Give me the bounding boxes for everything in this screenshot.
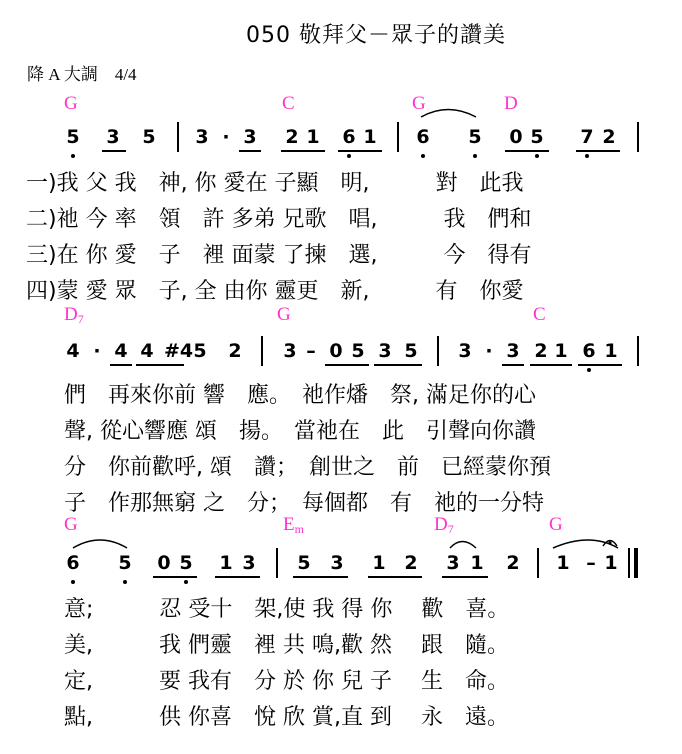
note: 6 <box>66 552 80 574</box>
lower-octave-dot <box>421 154 425 158</box>
note: 1 <box>306 126 320 148</box>
note: · <box>222 126 230 148</box>
note: 1 <box>554 340 568 362</box>
eighth-beam <box>374 364 422 366</box>
note: 2 <box>404 552 418 574</box>
lyric-line: 美, 我 們靈 裡 共 鳴,歡 然 跟 隨。 <box>64 633 509 658</box>
lower-octave-dot <box>347 154 351 158</box>
note: 0 <box>329 340 343 362</box>
note: 1 <box>372 552 386 574</box>
chord: $D_7$ <box>64 304 84 326</box>
note: 3 <box>330 552 344 574</box>
eighth-beam <box>578 364 622 366</box>
note: 2 <box>602 126 616 148</box>
lower-octave-dot <box>71 154 75 158</box>
eighth-beam <box>281 150 325 152</box>
eighth-beam <box>576 150 620 152</box>
bar-line <box>437 336 439 366</box>
note: 7 <box>580 126 594 148</box>
chord: G <box>64 93 78 114</box>
note: 6 <box>582 340 596 362</box>
note: 6 <box>416 126 430 148</box>
lower-octave-dot <box>585 154 589 158</box>
lyric-line: 三)在 你 愛 子 裡 面蒙 了揀 選, 今 得有 <box>26 243 532 268</box>
note: 5 <box>468 126 482 148</box>
slur <box>450 542 476 549</box>
lyric-line: 意; 忍 受十 架,使 我 得 你 歡 喜。 <box>64 597 510 622</box>
bar-line <box>276 548 278 578</box>
lyric-line: 定, 要 我有 分 於 你 兒 子 生 命。 <box>64 669 509 694</box>
lyric-line: 一)我 父 我 神, 你 愛在 子顯 明, 對 此我 <box>26 171 524 196</box>
eighth-beam <box>239 150 261 152</box>
eighth-beam <box>368 576 422 578</box>
eighth-beam <box>338 150 382 152</box>
eighth-beam <box>505 150 549 152</box>
note: 5 <box>404 340 418 362</box>
lower-octave-dot <box>535 154 539 158</box>
lyric-line: 四)蒙 愛 眾 子, 全 由你 靈更 新, 有 你愛 <box>26 279 524 304</box>
note: 5 <box>351 340 365 362</box>
lower-octave-dot <box>473 154 477 158</box>
lyric-line: 們 再來你前 響 應。 祂作燔 祭, 滿足你的心 <box>64 383 536 408</box>
lyric-line: 分 你前歡呼, 頌 讚； 創世之 前 已經蒙你預 <box>64 455 551 480</box>
chord: G <box>412 93 426 114</box>
fermata-dot <box>608 541 611 544</box>
lower-octave-dot <box>587 368 591 372</box>
eighth-beam <box>530 364 572 366</box>
chord: C <box>533 304 546 325</box>
lyric-line: 聲, 從心響應 頌 揚。 當祂在 此 引聲向你讚 <box>64 419 536 444</box>
chord-subscript: 7 <box>447 522 454 536</box>
note: 5 <box>179 552 193 574</box>
note: 0 <box>157 552 171 574</box>
note: 3 <box>242 552 256 574</box>
note: 3 <box>283 340 297 362</box>
note: 4 <box>66 340 80 362</box>
lyric-line: 子 作那無窮 之 分； 每個都 有 祂的一分特 <box>64 491 544 516</box>
note: 5 <box>193 340 207 362</box>
note: 5 <box>142 126 156 148</box>
hymn-title: 050 敬拜父－眾子的讚美 <box>246 23 506 48</box>
note: · <box>485 340 493 362</box>
lower-octave-dot <box>71 580 75 584</box>
note: 3 <box>106 126 120 148</box>
note: 4 <box>114 340 128 362</box>
note: 3 <box>195 126 209 148</box>
note: 5 <box>297 552 311 574</box>
note: 1 <box>219 552 233 574</box>
eighth-beam <box>502 364 524 366</box>
eighth-beam <box>442 576 488 578</box>
eighth-beam <box>102 150 126 152</box>
eighth-beam <box>215 576 260 578</box>
eighth-beam <box>293 576 348 578</box>
chord-subscript: 7 <box>77 312 84 326</box>
bar-line <box>637 336 639 366</box>
note: 3 <box>243 126 257 148</box>
note: 6 <box>342 126 356 148</box>
lower-octave-dot <box>123 580 127 584</box>
eighth-beam <box>110 364 132 366</box>
chord: G <box>549 514 563 535</box>
chord: G <box>277 304 291 325</box>
note: 2 <box>285 126 299 148</box>
note: 3 <box>458 340 472 362</box>
chord-subscript: m <box>294 522 304 536</box>
note: 5 <box>530 126 544 148</box>
bar-line <box>537 548 539 578</box>
bar-line <box>397 122 399 152</box>
note: 2 <box>534 340 548 362</box>
note: 1 <box>604 340 618 362</box>
eighth-beam <box>153 576 197 578</box>
eighth-beam <box>136 364 184 366</box>
chord: C <box>282 93 295 114</box>
note: 0 <box>509 126 523 148</box>
lyric-line: 點, 供 你喜 悅 欣 賞,直 到 永 遠。 <box>64 705 509 730</box>
note: 3 <box>446 552 460 574</box>
note: 3 <box>378 340 392 362</box>
note: 2 <box>506 552 520 574</box>
lower-octave-dot <box>184 580 188 584</box>
note: 1 <box>556 552 570 574</box>
note: 5 <box>66 126 80 148</box>
note: 2 <box>228 340 242 362</box>
note: 5 <box>118 552 132 574</box>
bar-line <box>261 336 263 366</box>
note: 3 <box>506 340 520 362</box>
dash: – <box>306 340 316 362</box>
final-bar-thin <box>628 548 630 578</box>
final-bar-thick <box>634 548 638 578</box>
chord: G <box>64 514 78 535</box>
bar-line <box>637 122 639 152</box>
eighth-beam <box>325 364 369 366</box>
note: 4 <box>140 340 154 362</box>
chord: $E_m$ <box>283 514 304 536</box>
dash: – <box>586 552 596 574</box>
sharp-note: #4 <box>164 340 194 362</box>
slur <box>73 540 127 548</box>
key-and-time-signature: 降 A 大調 4/4 <box>27 65 137 84</box>
bar-line <box>177 122 179 152</box>
chord: $D_7$ <box>434 514 454 536</box>
note: 1 <box>604 552 618 574</box>
chord: D <box>504 93 518 114</box>
lyric-line: 二)祂 今 率 領 許 多弟 兄歌 唱, 我 們和 <box>26 207 532 232</box>
note: 1 <box>470 552 484 574</box>
note: · <box>93 340 101 362</box>
slur <box>421 110 476 118</box>
note: 1 <box>363 126 377 148</box>
